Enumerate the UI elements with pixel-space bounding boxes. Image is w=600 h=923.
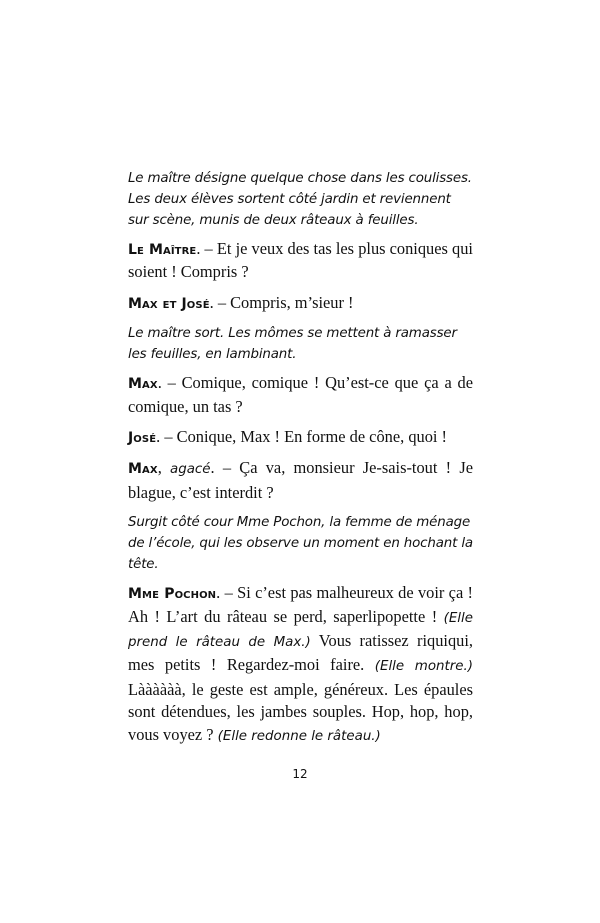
dialogue-line [128, 292, 473, 315]
dialogue-text: . – Ça va, monsieur Je-sais-tout ! Je blague, c’est interdit ? [128, 458, 473, 502]
dialogue-line [128, 426, 473, 449]
inline-direction: (Elle redonne le râteau.) [217, 728, 381, 744]
dialogue-text: . – Compris, m’sieur ! [209, 292, 354, 312]
dialogue-text: , [157, 458, 171, 478]
dialogue-line [128, 457, 473, 504]
speaker-name: Le Maître [128, 242, 197, 258]
inline-direction: agacé [170, 462, 211, 478]
dialogue-text: . – Comique, comique ! Qu’est-ce que ça a de comique, un tas ? [128, 373, 473, 416]
play-text [128, 168, 473, 756]
speaker-name: Max [128, 376, 158, 393]
dialogue-text: . – Si c’est pas malheureux de voir ça ! Ah ! L’art du râteau se perd, saperlipopette ! [128, 583, 473, 626]
dialogue-line [128, 238, 473, 284]
speaker-name: Max [128, 461, 158, 478]
stage-direction: Le maître désigne quelque chose dans les coulisses. Les deux élèves sortent côté jardin et reviennent sur scène, munis de deux râteaux à feuilles. [128, 171, 472, 228]
dialogue-line [128, 582, 473, 748]
stage-direction: Le maître sort. Les mômes se mettent à ramasser les feuilles, en lambinant. [128, 326, 457, 363]
stage-direction: Surgit côté cour Mme Pochon, la femme de ménage de l’école, qui les observe un moment en hochant la tête. [128, 515, 473, 573]
inline-direction: (Elle prend le râteau de Max.) [128, 610, 473, 651]
speaker-name: Mme Pochon [128, 586, 217, 603]
inline-direction: (Elle montre.) [374, 659, 473, 675]
page-number: 12 [292, 767, 308, 781]
dialogue-text: Làààààà, le geste est ample, généreux. Les épaules sont détendues, les jambes souples. Hop, hop, hop, vous voyez ? [128, 679, 473, 744]
dialogue-text: Vous ratissez riquiqui, mes petits ! Regardez-moi faire. [128, 631, 473, 675]
dialogue-line [128, 372, 473, 418]
dialogue-text: . – Et je veux des tas les plus coniques qui soient ! Compris ? [128, 239, 473, 282]
dialogue-text: . – Conique, Max ! En forme de cône, quoi ! [156, 427, 448, 447]
speaker-name: Max et José [128, 295, 210, 312]
speaker-name: José [128, 430, 157, 447]
